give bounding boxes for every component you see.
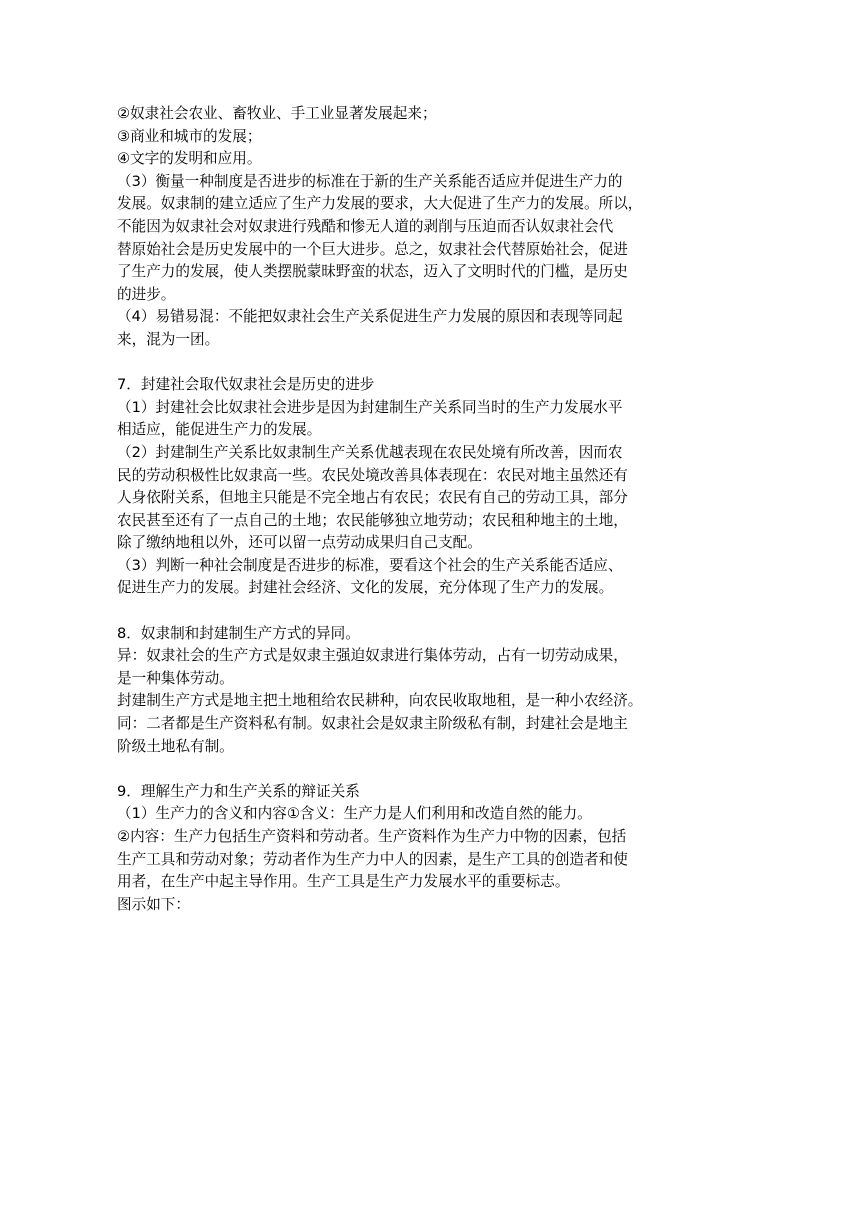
- text-line: （4）易错易混：不能把奴隶社会生产关系促进生产力发展的原因和表现等同起: [117, 308, 623, 326]
- section-slavery-progress: [117, 103, 717, 352]
- section-heading: 7．封建社会取代奴隶社会是历史的进步: [117, 376, 375, 394]
- paragraph-gap: [117, 600, 717, 623]
- text-line: 民的劳动积极性比奴隶高一些。农民处境改善具体表现在：农民对地主虽然还有: [117, 466, 628, 484]
- text-line: 用者，在生产中起主导作用。生产工具是生产力发展水平的重要标志。: [117, 873, 570, 891]
- text-line: 阶级土地私有制。: [117, 737, 234, 755]
- text-line: ③商业和城市的发展；: [117, 127, 262, 145]
- text-line: ②内容：生产力包括生产资料和劳动者。生产资料作为生产力中物的因素，包括: [117, 828, 627, 845]
- text-line: 同：二者都是生产资料私有制。奴隶社会是奴隶主阶级私有制，封建社会是地主: [117, 715, 628, 733]
- text-line: （3）衡量一种制度是否进步的标准在于新的生产关系能否适应并促进生产力的: [117, 172, 623, 190]
- section-heading: 9．理解生产力和生产关系的辩证关系: [117, 782, 360, 800]
- text-line: （1）封建社会比奴隶社会进步是因为封建制生产关系同当时的生产力发展水平: [117, 398, 623, 416]
- section-7-feudal-society: [117, 374, 717, 600]
- text-line: 了生产力的发展，使人类摆脱蒙昧野蛮的状态，迈入了文明时代的门槛，是历史: [117, 263, 628, 281]
- text-line: 是一种集体劳动。: [117, 669, 234, 687]
- text-line: 相适应，能促进生产力的发展。: [117, 421, 322, 439]
- text-line: 农民甚至还有了一点自己的土地；农民能够独立地劳动；农民租种地主的土地，: [117, 511, 628, 529]
- text-line: 不能因为奴隶社会对奴隶进行残酷和惨无人道的剥削与压迫而否认奴隶社会代: [117, 217, 614, 235]
- text-line: 的进步。: [117, 285, 176, 303]
- section-8-production-modes: [117, 623, 717, 759]
- text-line: ②奴隶社会农业、畜牧业、手工业显著发展起来；: [117, 105, 437, 122]
- text-line: 促进生产力的发展。封建社会经济、文化的发展，充分体现了生产力的发展。: [117, 579, 614, 597]
- text-line: 图示如下：: [117, 895, 190, 913]
- text-line: 人身依附关系，但地主只能是不完全地占有农民；农民有自己的劳动工具，部分: [117, 489, 628, 507]
- text-line: 生产工具和劳动对象；劳动者作为生产力中人的因素，是生产工具的创造者和使: [117, 850, 628, 868]
- text-line: 来，混为一团。: [117, 330, 220, 348]
- text-line: ④文字的发明和应用。: [117, 150, 262, 168]
- section-heading: 8．奴隶制和封建制生产方式的异同。: [117, 624, 360, 642]
- text-line: （3）判断一种社会制度是否进步的标准，要看这个社会的生产关系能否适应、: [117, 556, 623, 574]
- text-line: 替原始社会是历史发展中的一个巨大进步。总之，奴隶社会代替原始社会，促进: [117, 240, 628, 258]
- paragraph-gap: [117, 758, 717, 781]
- text-line: 封建制生产方式是地主把土地租给农民耕种，向农民收取地租，是一种小农经济。: [117, 692, 643, 710]
- document-page: [117, 103, 717, 916]
- text-line: 发展。奴隶制的建立适应了生产力发展的要求，大大促进了生产力的发展。所以，: [117, 195, 643, 213]
- paragraph-gap: [117, 352, 717, 375]
- section-9-productive-forces: [117, 781, 717, 917]
- text-line: （2）封建制生产关系比奴隶制生产关系优越表现在农民处境有所改善，因而农: [117, 443, 623, 461]
- text-line: （1）生产力的含义和内容①含义：生产力是人们利用和改造自然的能力。: [117, 805, 592, 823]
- text-line: 异：奴隶社会的生产方式是奴隶主强迫奴隶进行集体劳动，占有一切劳动成果，: [117, 647, 628, 665]
- text-line: 除了缴纳地租以外，还可以留一点劳动成果归自己支配。: [117, 534, 482, 552]
